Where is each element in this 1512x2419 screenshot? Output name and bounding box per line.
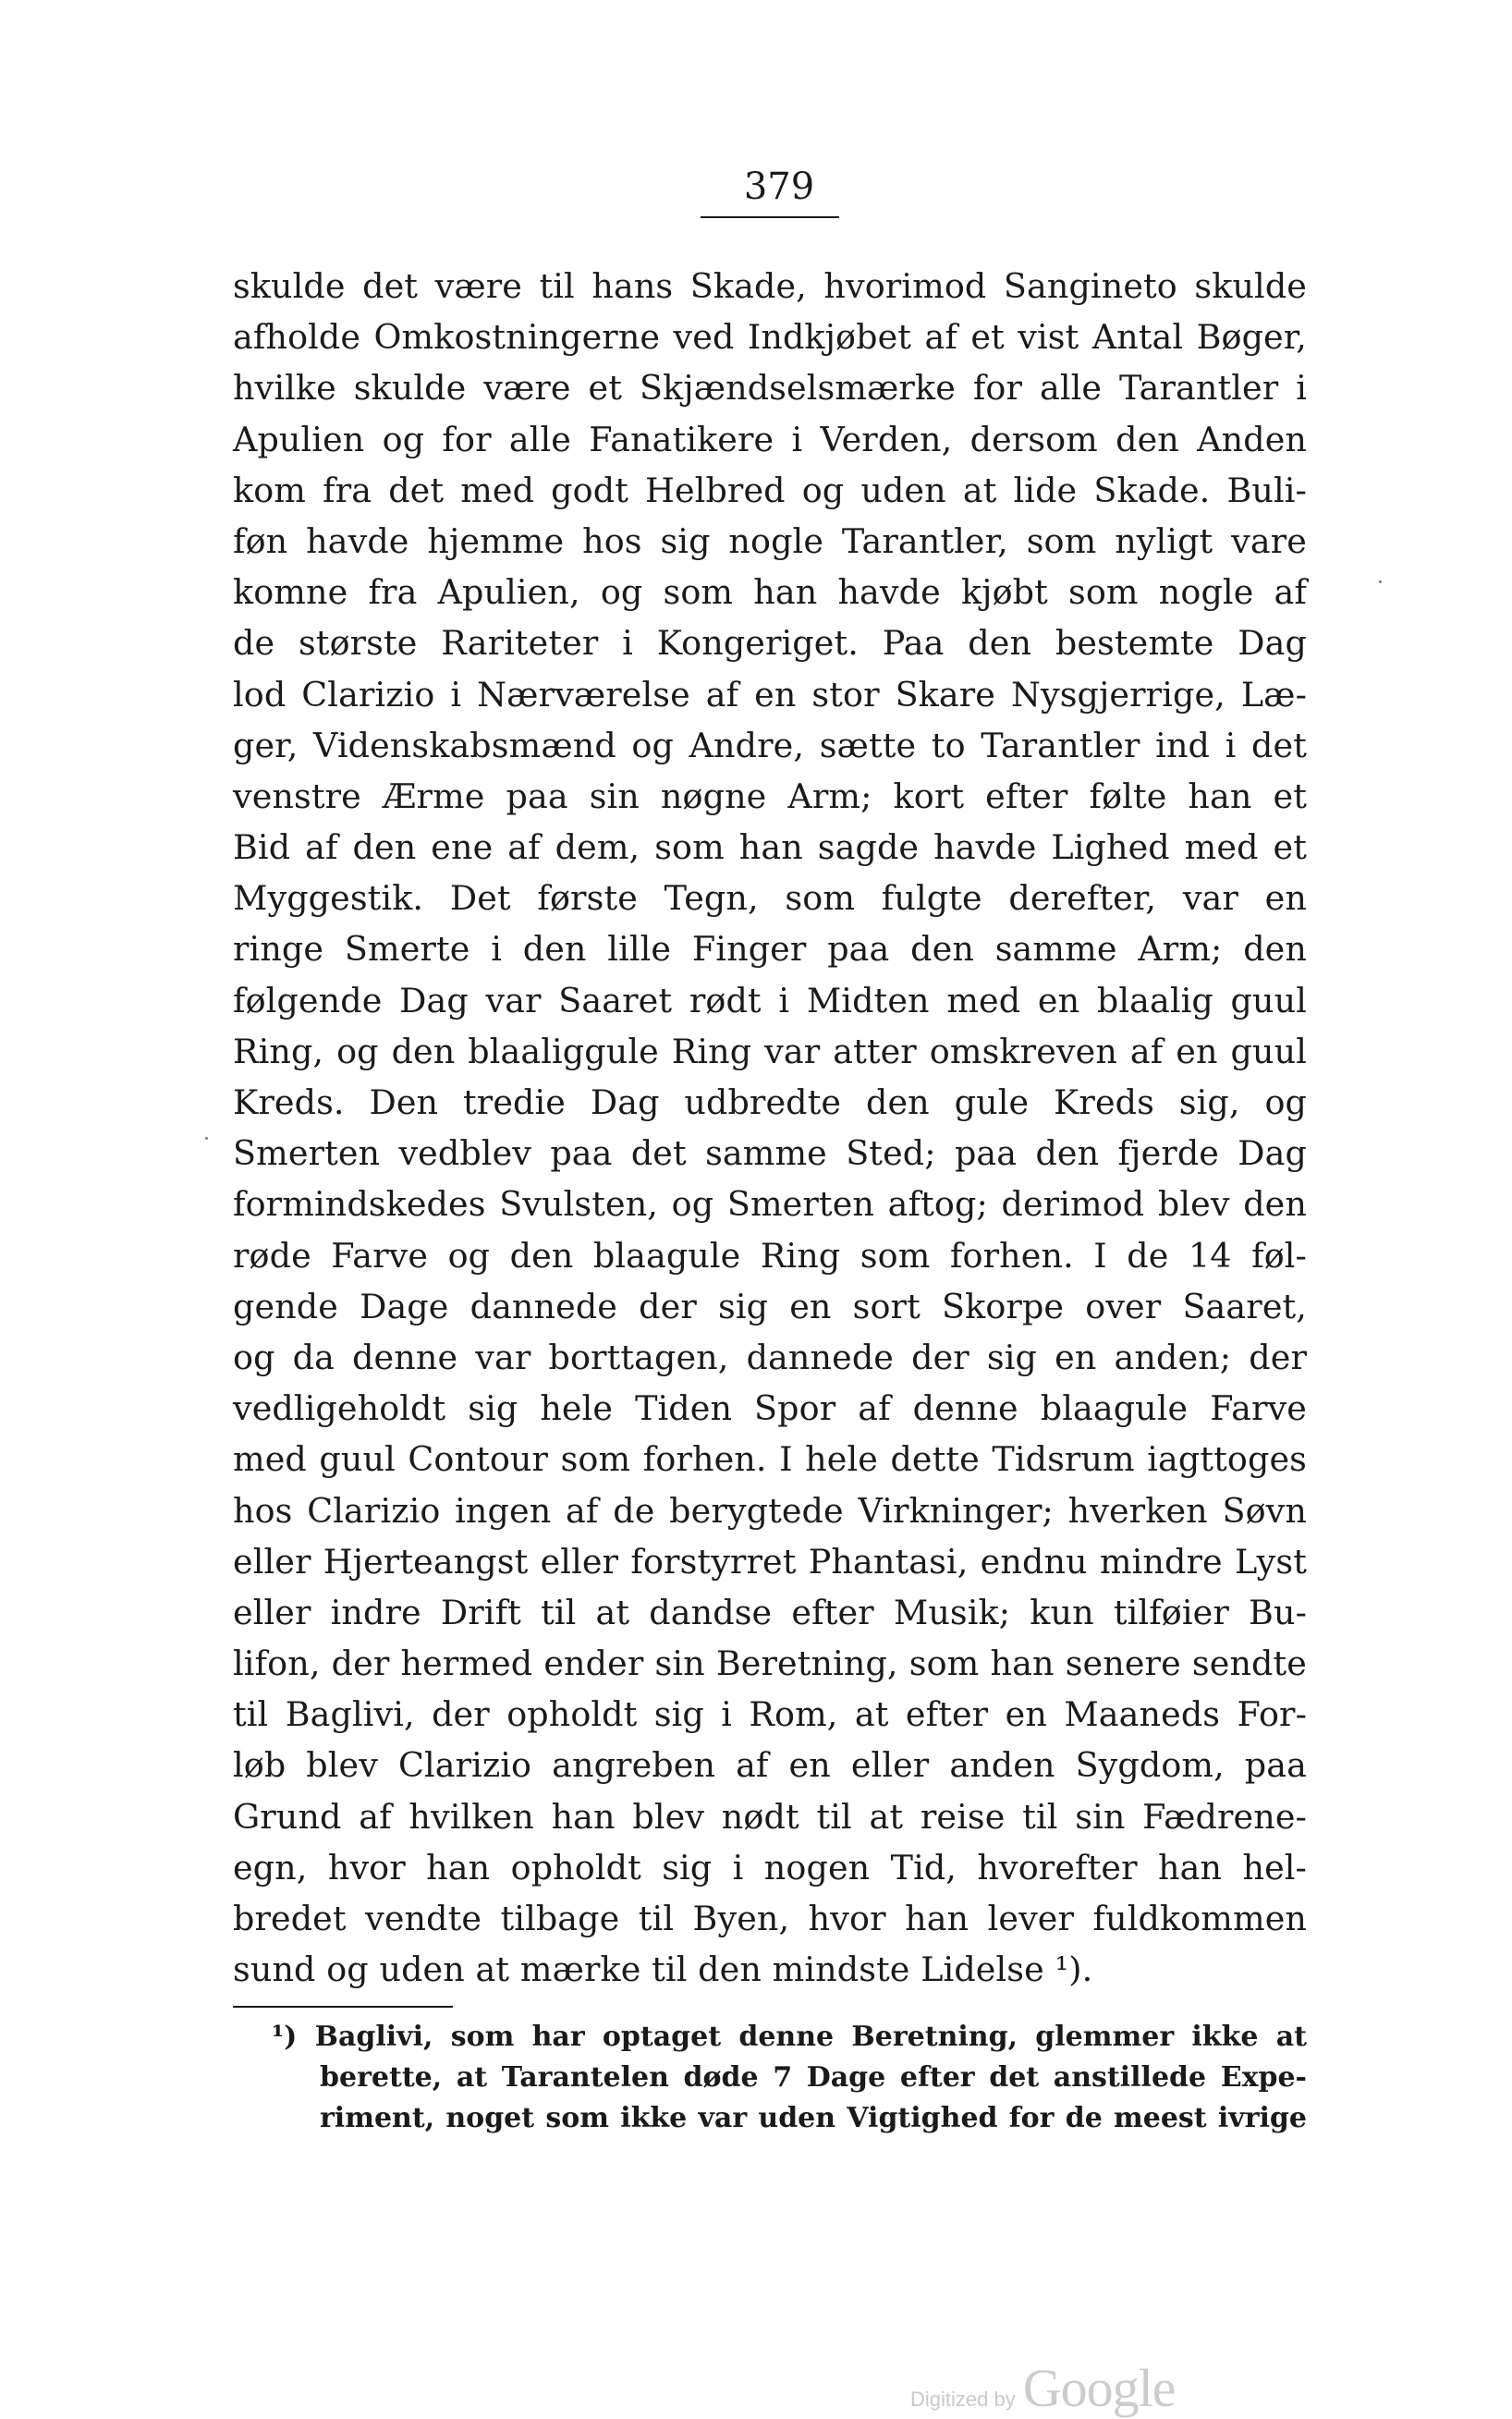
text-line: røde Farve og den blaagule Ring som forhen. I de 14 føl- xyxy=(233,1235,1307,1276)
page-number-rule xyxy=(701,216,839,218)
text-line: hvilke skulde være et Skjændselsmærke for alle Tarantler i xyxy=(233,368,1307,409)
text-line: hos Clarizio ingen af de berygtede Virkninger; hverken Søvn xyxy=(233,1490,1307,1531)
footnote-line: berette, at Tarantelen døde 7 Dage efter det anstillede Expe- xyxy=(320,2061,1307,2094)
text-line: ger, Videnskabsmænd og Andre, sætte to Tarantler ind i det xyxy=(233,725,1307,765)
text-line: Kreds. Den tredie Dag udbredte den gule Kreds sig, og xyxy=(233,1082,1307,1122)
text-line: og da denne var borttagen, dannede der sig en anden; der xyxy=(233,1337,1307,1377)
footnote-rule xyxy=(233,2006,453,2008)
text-line: med guul Contour som forhen. I hele dette Tidsrum iagttoges xyxy=(233,1439,1307,1480)
text-line: skulde det være til hans Skade, hvorimod Sangineto skulde xyxy=(233,266,1307,306)
text-line: Apulien og for alle Fanatikere i Verden, dersom den Anden xyxy=(233,419,1307,459)
text-line: afholde Omkostningerne ved Indkjøbet af et vist Antal Bøger, xyxy=(233,317,1307,358)
text-line: Smerten vedblev paa det samme Sted; paa den fjerde Dag xyxy=(233,1133,1307,1174)
body-text xyxy=(233,261,1307,1995)
text-line: egn, hvor han opholdt sig i nogen Tid, hvorefter han hel- xyxy=(233,1847,1307,1888)
text-line: til Baglivi, der opholdt sig i Rom, at efter en Maaneds For- xyxy=(233,1694,1307,1735)
text-line: ringe Smerte i den lille Finger paa den samme Arm; den xyxy=(233,929,1307,970)
text-line: lod Clarizio i Nærværelse af en stor Skare Nysgjerrige, Læ- xyxy=(233,674,1307,715)
text-line: eller Hjerteangst eller forstyrret Phantasi, endnu mindre Lyst xyxy=(233,1541,1307,1582)
footnote-line: riment, noget som ikke var uden Vigtighed for de meest ivrige xyxy=(320,2102,1307,2134)
text-line: bredet vendte tilbage til Byen, hvor han lever fuldkommen xyxy=(233,1899,1307,1938)
footnote-line: ¹) Baglivi, som har optaget denne Beretning, glemmer ikke at xyxy=(272,2021,1307,2053)
text-line: Grund af hvilken han blev nødt til at reise til sin Fædrene- xyxy=(233,1796,1307,1837)
text-line: løb blev Clarizio angreben af en eller anden Sygdom, paa xyxy=(233,1745,1307,1786)
text-line: Myggestik. Det første Tegn, som fulgte derefter, var en xyxy=(233,878,1307,919)
text-line: Bid af den ene af dem, som han sagde havde Lighed med et xyxy=(233,827,1307,868)
text-line: de største Rariteter i Kongeriget. Paa den bestemte Dag xyxy=(233,623,1307,664)
text-line: komne fra Apulien, og som han havde kjøbt som nogle af xyxy=(233,572,1307,613)
text-line: vedligeholdt sig hele Tiden Spor af denne blaagule Farve xyxy=(233,1388,1307,1429)
text-line: Ring, og den blaaliggule Ring var atter omskreven af en guul xyxy=(233,1031,1307,1071)
text-line: formindskedes Svulsten, og Smerten aftog; derimod blev den xyxy=(233,1184,1307,1225)
text-line: eller indre Drift til at dandse efter Musik; kun tilføier Bu- xyxy=(233,1592,1307,1632)
scan-speck xyxy=(205,1137,208,1140)
google-logo: Google xyxy=(1022,2358,1176,2418)
text-line: følgende Dag var Saaret rødt i Midten med en blaalig guul xyxy=(233,980,1307,1020)
text-line: gende Dage dannede der sig en sort Skorpe over Saaret, xyxy=(233,1286,1307,1326)
text-line: venstre Ærme paa sin nøgne Arm; kort efter følte han et xyxy=(233,776,1307,816)
footnote xyxy=(233,2017,1307,2139)
page-number: 379 xyxy=(743,165,815,208)
digitized-by-google-watermark xyxy=(910,2357,1225,2418)
text-line: sund og uden at mærke til den mindste Lidelse ¹). xyxy=(233,1949,1093,1990)
text-line: føn havde hjemme hos sig nogle Tarantler, som nyligt vare xyxy=(233,520,1307,561)
scan-speck xyxy=(1379,580,1382,583)
watermark-prefix: Digitized by xyxy=(910,2388,1016,2411)
text-line: lifon, der hermed ender sin Beretning, som han senere sendte xyxy=(233,1643,1307,1684)
text-line: kom fra det med godt Helbred og uden at lide Skade. Buli- xyxy=(233,470,1307,510)
